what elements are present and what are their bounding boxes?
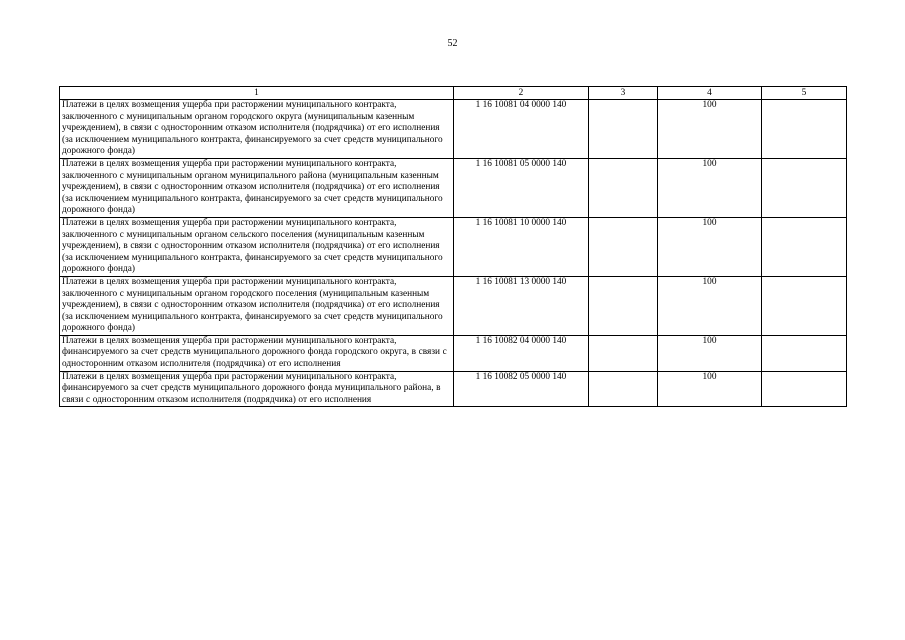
column-3-cell	[589, 217, 658, 276]
column-4-cell: 100	[658, 217, 762, 276]
column-4-cell: 100	[658, 100, 762, 159]
column-header-1: 1	[60, 87, 454, 100]
revenue-name-cell: Платежи в целях возмещения ущерба при расторжении муниципального контракта, финансируемого за счет средств муниципального дорожного фонда городского округа, в связи с односторонним отказом исполнителя (подрядчика) от его исполнения	[60, 335, 454, 371]
budget-code-cell: 1 16 10081 10 0000 140	[454, 217, 589, 276]
table-row	[60, 276, 847, 335]
budget-code-cell: 1 16 10081 05 0000 140	[454, 158, 589, 217]
revenue-distribution-table	[59, 86, 847, 407]
column-3-cell	[589, 276, 658, 335]
column-4-cell: 100	[658, 276, 762, 335]
column-header-2: 2	[454, 87, 589, 100]
column-header-3: 3	[589, 87, 658, 100]
budget-code-cell: 1 16 10081 04 0000 140	[454, 100, 589, 159]
table-row	[60, 158, 847, 217]
column-header-4: 4	[658, 87, 762, 100]
column-header-5: 5	[762, 87, 847, 100]
table-row	[60, 371, 847, 407]
column-5-cell	[762, 276, 847, 335]
table-row	[60, 217, 847, 276]
column-5-cell	[762, 158, 847, 217]
page-number: 52	[447, 38, 458, 49]
column-5-cell	[762, 217, 847, 276]
column-4-cell: 100	[658, 335, 762, 371]
column-3-cell	[589, 335, 658, 371]
revenue-name-cell: Платежи в целях возмещения ущерба при расторжении муниципального контракта, заключенного с муниципальным органом сельского поселения (муниципальным казенным учреждением), в связи с односторонним отказом исполнителя (подрядчика) от его исполнения (за исключением муниципального контракта, финансируемого за счет средств муниципального дорожного фонда)	[60, 217, 454, 276]
column-5-cell	[762, 371, 847, 407]
column-3-cell	[589, 100, 658, 159]
revenue-name-cell: Платежи в целях возмещения ущерба при расторжении муниципального контракта, заключенного с муниципальным органом городского округа (муниципальным казенным учреждением), в связи с односторонним отказом исполнителя (подрядчика) от его исполнения (за исключением муниципального контракта, финансируемого за счет средств муниципального дорожного фонда)	[60, 100, 454, 159]
column-4-cell: 100	[658, 371, 762, 407]
column-3-cell	[589, 158, 658, 217]
column-5-cell	[762, 100, 847, 159]
column-3-cell	[589, 371, 658, 407]
revenue-name-cell: Платежи в целях возмещения ущерба при расторжении муниципального контракта, финансируемого за счет средств муниципального дорожного фонда муниципального района, в связи с односторонним отказом исполнителя (подрядчика) от его исполнения	[60, 371, 454, 407]
budget-code-cell: 1 16 10081 13 0000 140	[454, 276, 589, 335]
revenue-name-cell: Платежи в целях возмещения ущерба при расторжении муниципального контракта, заключенного с муниципальным органом муниципального района (муниципальным казенным учреждением), в связи с односторонним отказом исполнителя (подрядчика) от его исполнения (за исключением муниципального контракта, финансируемого за счет средств муниципального дорожного фонда)	[60, 158, 454, 217]
table-row	[60, 100, 847, 159]
column-4-cell: 100	[658, 158, 762, 217]
table-header-row	[60, 87, 847, 100]
column-5-cell	[762, 335, 847, 371]
budget-code-cell: 1 16 10082 05 0000 140	[454, 371, 589, 407]
budget-code-cell: 1 16 10082 04 0000 140	[454, 335, 589, 371]
revenue-name-cell: Платежи в целях возмещения ущерба при расторжении муниципального контракта, заключенного с муниципальным органом городского поселения (муниципальным казенным учреждением), в связи с односторонним отказом исполнителя (подрядчика) от его исполнения (за исключением муниципального контракта, финансируемого за счет средств муниципального дорожного фонда)	[60, 276, 454, 335]
table-row	[60, 335, 847, 371]
